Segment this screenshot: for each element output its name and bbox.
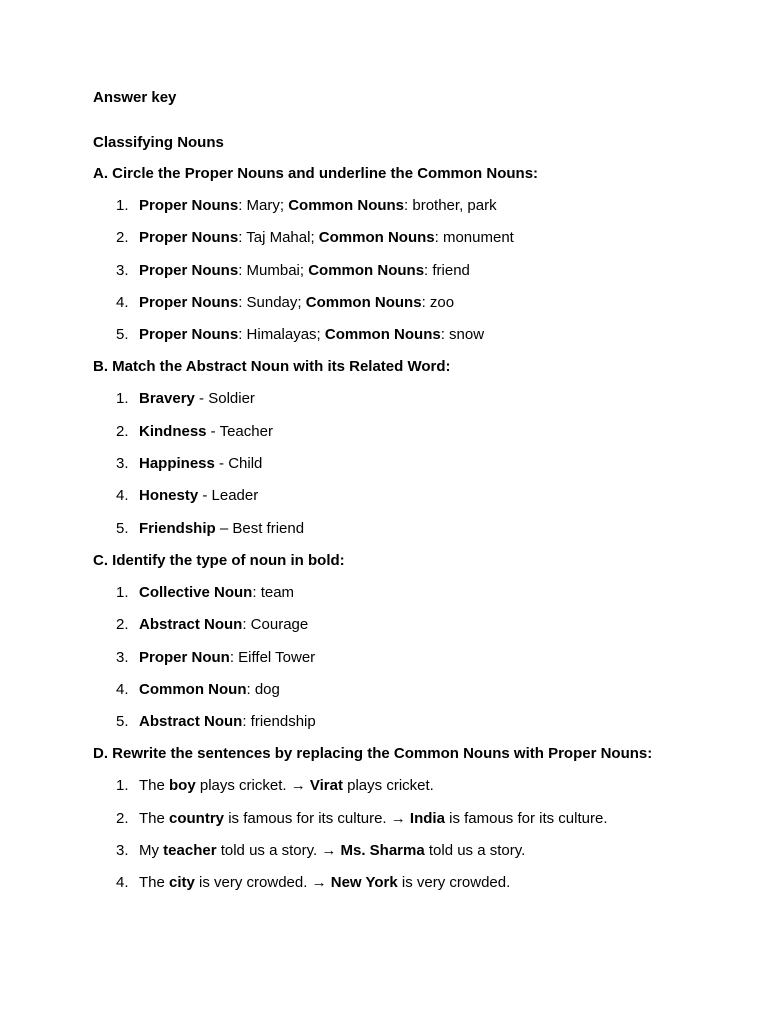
item-text: : Himalayas; xyxy=(238,326,325,344)
list-item xyxy=(93,840,673,862)
bold-term: teacher xyxy=(163,842,217,860)
answer-list xyxy=(93,582,673,733)
item-text: : team xyxy=(252,583,295,601)
item-text: : Taj Mahal; xyxy=(238,229,319,247)
bold-term: Happiness xyxy=(139,455,215,473)
item-number: 2. xyxy=(116,422,129,440)
bold-term: Kindness xyxy=(139,422,207,440)
list-item xyxy=(93,679,673,701)
list-item xyxy=(93,453,673,475)
item-number: 5. xyxy=(116,713,129,731)
answer-list xyxy=(93,195,673,346)
bold-term: India xyxy=(409,809,445,827)
item-number: 2. xyxy=(116,229,129,247)
item-text: : Mumbai; xyxy=(238,261,309,279)
item-text: plays cricket. xyxy=(342,777,434,795)
item-text: - Teacher xyxy=(206,422,273,440)
item-number: 4. xyxy=(116,874,129,892)
item-number: 3. xyxy=(116,455,129,473)
item-text: : friend xyxy=(424,261,470,279)
sections-container xyxy=(93,163,673,894)
bold-term: Bravery xyxy=(139,390,195,408)
list-item xyxy=(93,388,673,410)
item-number: 2. xyxy=(116,616,129,634)
bold-term: Proper Nouns xyxy=(139,293,239,311)
item-text: is famous for its culture. xyxy=(444,809,608,827)
section-heading: C. Identify the type of noun in bold: xyxy=(93,551,345,569)
item-text: The xyxy=(139,777,170,795)
bold-term: Honesty xyxy=(139,487,199,505)
bold-term: Virat xyxy=(309,777,343,795)
bold-term: Ms. Sharma xyxy=(340,842,425,860)
item-number: 1. xyxy=(116,777,129,795)
item-number: 2. xyxy=(116,809,129,827)
list-item xyxy=(93,485,673,507)
item-text: is very crowded. xyxy=(397,874,511,892)
bold-term: country xyxy=(169,809,225,827)
list-item xyxy=(93,711,673,733)
list-item xyxy=(93,324,673,346)
item-text: : dog xyxy=(246,680,280,698)
bold-term: Proper Nouns xyxy=(139,229,239,247)
bold-term: Abstract Noun xyxy=(139,713,243,731)
item-number: 3. xyxy=(116,842,129,860)
item-text: : Mary; xyxy=(238,197,289,214)
item-text: My xyxy=(139,842,164,860)
item-number: 5. xyxy=(116,519,129,537)
item-text: told us a story. xyxy=(424,842,526,860)
list-item xyxy=(93,421,673,443)
bold-term: Common Nouns xyxy=(324,326,441,344)
item-text: The xyxy=(139,809,170,827)
document-page xyxy=(93,86,673,905)
item-text: : snow xyxy=(440,326,485,344)
list-item xyxy=(93,614,673,636)
item-number: 4. xyxy=(116,680,129,698)
item-text: : friendship xyxy=(242,713,316,731)
item-text: : Eiffel Tower xyxy=(229,648,316,666)
item-text: is famous for its culture. → xyxy=(224,809,410,827)
item-number: 3. xyxy=(116,261,129,279)
list-item xyxy=(93,872,673,894)
bold-term: Common Noun xyxy=(139,680,247,698)
bold-term: Common Nouns xyxy=(318,229,435,247)
list-item xyxy=(93,195,673,217)
item-number: 4. xyxy=(116,293,129,311)
item-text: – Best friend xyxy=(215,519,305,537)
item-text: : zoo xyxy=(421,293,455,311)
bold-term: Abstract Noun xyxy=(139,616,243,634)
bold-term: Proper Nouns xyxy=(139,261,239,279)
list-item xyxy=(93,227,673,249)
bold-term: Collective Noun xyxy=(139,583,253,601)
item-text: plays cricket. → xyxy=(195,777,310,795)
section-heading: A. Circle the Proper Nouns and underline the Common Nouns: xyxy=(93,165,539,182)
document-subtitle: Classifying Nouns xyxy=(93,134,224,151)
item-number: 1. xyxy=(116,583,129,601)
item-text: - Child xyxy=(214,455,263,473)
bold-term: Common Nouns xyxy=(305,293,422,311)
bold-term: Proper Noun xyxy=(139,648,230,666)
item-text: - Soldier xyxy=(194,390,255,408)
item-text: : Sunday; xyxy=(238,293,306,311)
item-text: is very crowded. → xyxy=(194,874,331,892)
list-item xyxy=(93,518,673,540)
list-item xyxy=(93,647,673,669)
item-text: : Courage xyxy=(242,616,309,634)
section-heading: D. Rewrite the sentences by replacing the Common Nouns with Proper Nouns: xyxy=(93,745,653,763)
answer-list xyxy=(93,388,673,539)
item-text: : brother, park xyxy=(404,197,497,214)
bold-term: Proper Nouns xyxy=(139,197,239,214)
item-text: : monument xyxy=(434,229,514,247)
answer-list xyxy=(93,775,673,894)
item-number: 5. xyxy=(116,326,129,344)
bold-term: city xyxy=(169,874,195,892)
list-item xyxy=(93,260,673,282)
bold-term: Common Nouns xyxy=(288,197,405,214)
section-heading: B. Match the Abstract Noun with its Related Word: xyxy=(93,358,451,376)
item-number: 3. xyxy=(116,648,129,666)
list-item xyxy=(93,775,673,797)
list-item xyxy=(93,808,673,830)
list-item xyxy=(93,582,673,604)
item-text: told us a story. → xyxy=(216,842,341,860)
item-number: 1. xyxy=(116,390,129,408)
bold-term: Proper Nouns xyxy=(139,326,239,344)
bold-term: New York xyxy=(330,874,398,892)
document-title: Answer key xyxy=(93,89,177,106)
item-text: The xyxy=(139,874,170,892)
item-text: - Leader xyxy=(198,487,259,505)
item-number: 4. xyxy=(116,487,129,505)
list-item xyxy=(93,292,673,314)
item-number: 1. xyxy=(116,197,129,214)
bold-term: Common Nouns xyxy=(308,261,425,279)
bold-term: Friendship xyxy=(139,519,216,537)
bold-term: boy xyxy=(169,777,196,795)
